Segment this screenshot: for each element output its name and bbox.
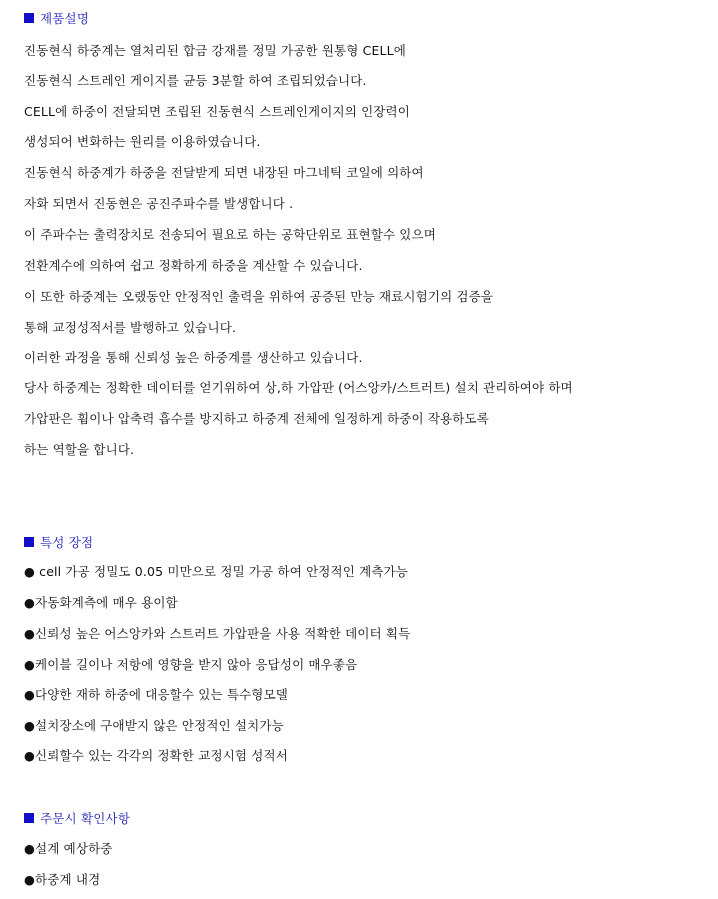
paragraph-line: 진동현식 하중계가 하중을 전달받게 되면 내장된 마그네틱 코일에 의하여 bbox=[24, 165, 424, 180]
feature-list-item: ●설치장소에 구애받지 않은 안정적인 설치가능 bbox=[24, 718, 284, 733]
blue-square-bullet-icon bbox=[24, 13, 34, 23]
section-heading-order-checklist bbox=[24, 809, 130, 827]
order-checklist-item: ●설계 예상하중 bbox=[24, 841, 113, 856]
paragraph-line: 이 또한 하중계는 오랬동안 안정적인 출력을 위하여 공증된 만능 재료시험기의 검증을 bbox=[24, 289, 494, 304]
blue-square-bullet-icon bbox=[24, 537, 34, 547]
feature-list-item: ●다양한 재하 하중에 대응할수 있는 특수형모델 bbox=[24, 687, 288, 702]
paragraph-line: CELL에 하중이 전달되면 조립된 진동현식 스트레인게이지의 인장력이 bbox=[24, 104, 410, 119]
paragraph-line: 진동현식 스트레인 게이지를 균등 3분할 하여 조립되었습니다. bbox=[24, 73, 367, 88]
section-heading-text: 주문시 확인사항 bbox=[40, 811, 131, 826]
feature-list-item: ●케이블 길이나 저항에 영향을 받지 않아 응답성이 매우좋음 bbox=[24, 657, 358, 672]
feature-list-item: ●신뢰할수 있는 각각의 정확한 교정시험 성적서 bbox=[24, 748, 288, 763]
order-checklist-item: ●하중계 내경 bbox=[24, 872, 101, 887]
feature-list-item: ●신뢰성 높은 어스앙카와 스트러트 가압판을 사용 적확한 데이터 획득 bbox=[24, 626, 411, 641]
paragraph-line: 자화 되면서 진동현은 공진주파수를 발생합니다 . bbox=[24, 196, 294, 211]
blue-square-bullet-icon bbox=[24, 813, 34, 823]
section-heading-text: 제품설명 bbox=[40, 11, 90, 26]
section-heading-product-description bbox=[24, 9, 89, 27]
paragraph-line: 당사 하중계는 정확한 데이터를 얻기위하여 상,하 가압판 (어스앙카/스트러트) 설치 관리하여야 하며 bbox=[24, 380, 573, 395]
paragraph-line: 이러한 과정을 통해 신뢰성 높은 하중계를 생산하고 있습니다. bbox=[24, 350, 363, 365]
feature-list-item: ● cell 가공 정밀도 0.05 미만으로 정밀 가공 하여 안정적인 계측가능 bbox=[24, 564, 409, 579]
paragraph-line: 전환계수에 의하여 쉽고 정확하게 하중을 계산할 수 있습니다. bbox=[24, 258, 363, 273]
section-heading-text: 특성 장점 bbox=[40, 535, 94, 550]
feature-list-item: ●자동화계측에 매우 용이함 bbox=[24, 595, 178, 610]
paragraph-line: 생성되어 변화하는 원리를 이용하였습니다. bbox=[24, 134, 261, 149]
section-heading-features bbox=[24, 533, 93, 551]
paragraph-line: 통해 교정성적서를 발행하고 있습니다. bbox=[24, 320, 237, 335]
paragraph-line: 진동현식 하중계는 열처리된 합금 강재를 정밀 가공한 원통형 CELL에 bbox=[24, 43, 406, 58]
paragraph-line: 가압판은 휨이나 압축력 흡수를 방지하고 하중계 전체에 일정하게 하중이 작용하도록 bbox=[24, 411, 489, 426]
paragraph-line: 이 주파수는 출력장치로 전송되어 필요로 하는 공학단위로 표현할수 있으며 bbox=[24, 227, 436, 242]
paragraph-line: 하는 역할을 합니다. bbox=[24, 442, 135, 457]
